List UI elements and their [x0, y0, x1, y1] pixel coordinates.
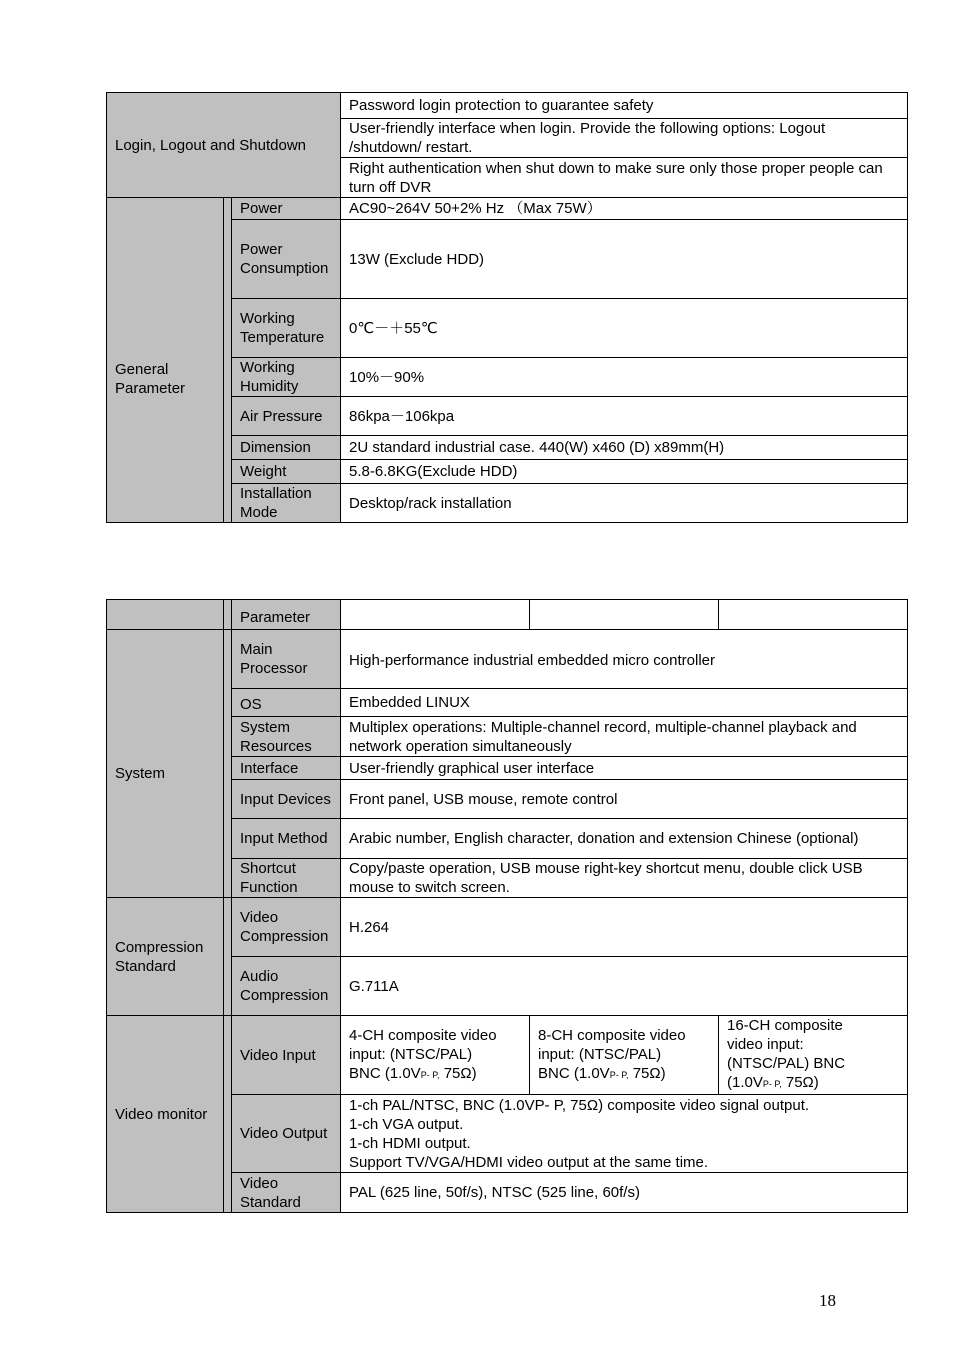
category-compression-standard: Compression Standard	[107, 898, 224, 1016]
param-input-devices: Input Devices	[232, 780, 341, 819]
value-weight: 5.8-6.8KG(Exclude HDD)	[341, 460, 908, 484]
video-input-4ch-line-3-sub: P- P,	[420, 1069, 440, 1080]
header-blank-2	[530, 600, 719, 630]
value-video-input-16ch	[719, 1016, 908, 1095]
video-input-16ch-line-4	[727, 1073, 899, 1094]
param-system-resources: System Resources	[232, 717, 341, 757]
video-input-16ch-line-4-post: 75Ω)	[781, 1074, 819, 1091]
param-os: OS	[232, 689, 341, 717]
value-video-standard: PAL (625 line, 50f/s), NTSC (525 line, 60f/s)	[341, 1173, 908, 1213]
video-input-16ch-line-2: video input:	[727, 1036, 804, 1053]
spec-table-system	[106, 599, 908, 1213]
category-login: Login, Logout and Shutdown	[107, 93, 341, 198]
video-input-16ch-line-4-pre: (1.0V	[727, 1074, 763, 1091]
video-input-4ch-line-3-pre: BNC (1.0V	[349, 1064, 421, 1082]
value-air-pressure: 86kpa－106kpa	[341, 397, 908, 436]
value-power-consumption: 13W (Exclude HDD)	[341, 220, 908, 299]
header-blank-3	[719, 600, 908, 630]
header-blank-1	[341, 600, 530, 630]
param-power-consumption: Power Consumption	[232, 220, 341, 299]
value-input-method: Arabic number, English character, donation and extension Chinese (optional)	[341, 819, 908, 859]
video-input-8ch-line-3-post: 75Ω)	[628, 1064, 666, 1082]
video-output-line-4: Support TV/VGA/HDMI video output at the same time.	[349, 1153, 709, 1171]
category-gap	[224, 630, 232, 898]
param-main-processor: Main Processor	[232, 630, 341, 689]
category-general-parameter: General Parameter	[107, 198, 224, 523]
param-working-temperature: Working Temperature	[232, 299, 341, 358]
value-system-resources: Multiplex operations: Multiple-channel record, multiple-channel playback and network operation simultaneously	[341, 717, 908, 757]
param-interface: Interface	[232, 757, 341, 780]
login-row-1: Password login protection to guarantee safety	[341, 93, 908, 119]
param-video-compression: Video Compression	[232, 898, 341, 957]
value-working-temperature: 0℃－＋55℃	[341, 299, 908, 358]
video-input-4ch-line-2: input: (NTSC/PAL)	[349, 1045, 473, 1063]
login-row-2: User-friendly interface when login. Provide the following options: Logout /shutdown/ restart.	[341, 119, 908, 158]
header-parameter: Parameter	[232, 600, 341, 630]
value-main-processor: High-performance industrial embedded micro controller	[341, 630, 908, 689]
login-row-3: Right authentication when shut down to make sure only those proper people can turn off DVR	[341, 158, 908, 198]
value-shortcut-function: Copy/paste operation, USB mouse right-key shortcut menu, double click USB mouse to switch screen.	[341, 859, 908, 898]
value-video-output	[341, 1095, 908, 1173]
video-input-16ch-line-1: 16-CH composite	[727, 1017, 843, 1034]
video-input-4ch-line-3	[349, 1064, 521, 1085]
header-empty	[107, 600, 224, 630]
param-input-method: Input Method	[232, 819, 341, 859]
param-air-pressure: Air Pressure	[232, 397, 341, 436]
category-video-monitor: Video monitor	[107, 1016, 224, 1213]
value-audio-compression: G.711A	[341, 957, 908, 1016]
video-input-4ch-line-3-post: 75Ω)	[439, 1064, 477, 1082]
param-power: Power	[232, 198, 341, 220]
value-installation-mode: Desktop/rack installation	[341, 484, 908, 523]
video-input-8ch-line-3-sub: P- P,	[609, 1069, 629, 1080]
param-installation-mode: Installation Mode	[232, 484, 341, 523]
video-output-line-3: 1-ch HDMI output.	[349, 1134, 471, 1152]
video-input-16ch-line-3: (NTSC/PAL) BNC	[727, 1055, 846, 1072]
value-interface: User-friendly graphical user interface	[341, 757, 908, 780]
value-power: AC90~264V 50+2% Hz （Max 75W）	[341, 198, 908, 220]
value-working-humidity: 10%－90%	[341, 358, 908, 397]
param-video-standard: Video Standard	[232, 1173, 341, 1213]
category-system: System	[107, 630, 224, 898]
page-number: 18	[819, 1291, 836, 1310]
video-input-16ch-line-4-sub: P- P,	[762, 1079, 782, 1089]
spec-table-general	[106, 92, 908, 523]
param-working-humidity: Working Humidity	[232, 358, 341, 397]
video-output-line-1: 1-ch PAL/NTSC, BNC (1.0VP- P, 75Ω) composite video signal output.	[349, 1096, 810, 1114]
param-audio-compression: Audio Compression	[232, 957, 341, 1016]
value-dimension: 2U standard industrial case. 440(W) x460 (D) x89mm(H)	[341, 436, 908, 460]
video-output-line-2: 1-ch VGA output.	[349, 1115, 464, 1133]
video-input-8ch-line-1: 8-CH composite video	[538, 1026, 686, 1044]
param-shortcut-function: Shortcut Function	[232, 859, 341, 898]
value-input-devices: Front panel, USB mouse, remote control	[341, 780, 908, 819]
value-os: Embedded LINUX	[341, 689, 908, 717]
header-gap	[224, 600, 232, 630]
category-gap	[224, 1016, 232, 1213]
param-dimension: Dimension	[232, 436, 341, 460]
value-video-input-4ch	[341, 1016, 530, 1095]
param-video-input: Video Input	[232, 1016, 341, 1095]
value-video-compression: H.264	[341, 898, 908, 957]
video-input-8ch-line-3-pre: BNC (1.0V	[538, 1064, 610, 1082]
video-input-4ch-line-1: 4-CH composite video	[349, 1026, 497, 1044]
category-gap	[224, 898, 232, 1016]
video-input-8ch-line-2: input: (NTSC/PAL)	[538, 1045, 662, 1063]
param-weight: Weight	[232, 460, 341, 484]
value-video-input-8ch	[530, 1016, 719, 1095]
video-input-8ch-line-3	[538, 1064, 710, 1085]
param-video-output: Video Output	[232, 1095, 341, 1173]
category-gap	[224, 198, 232, 523]
